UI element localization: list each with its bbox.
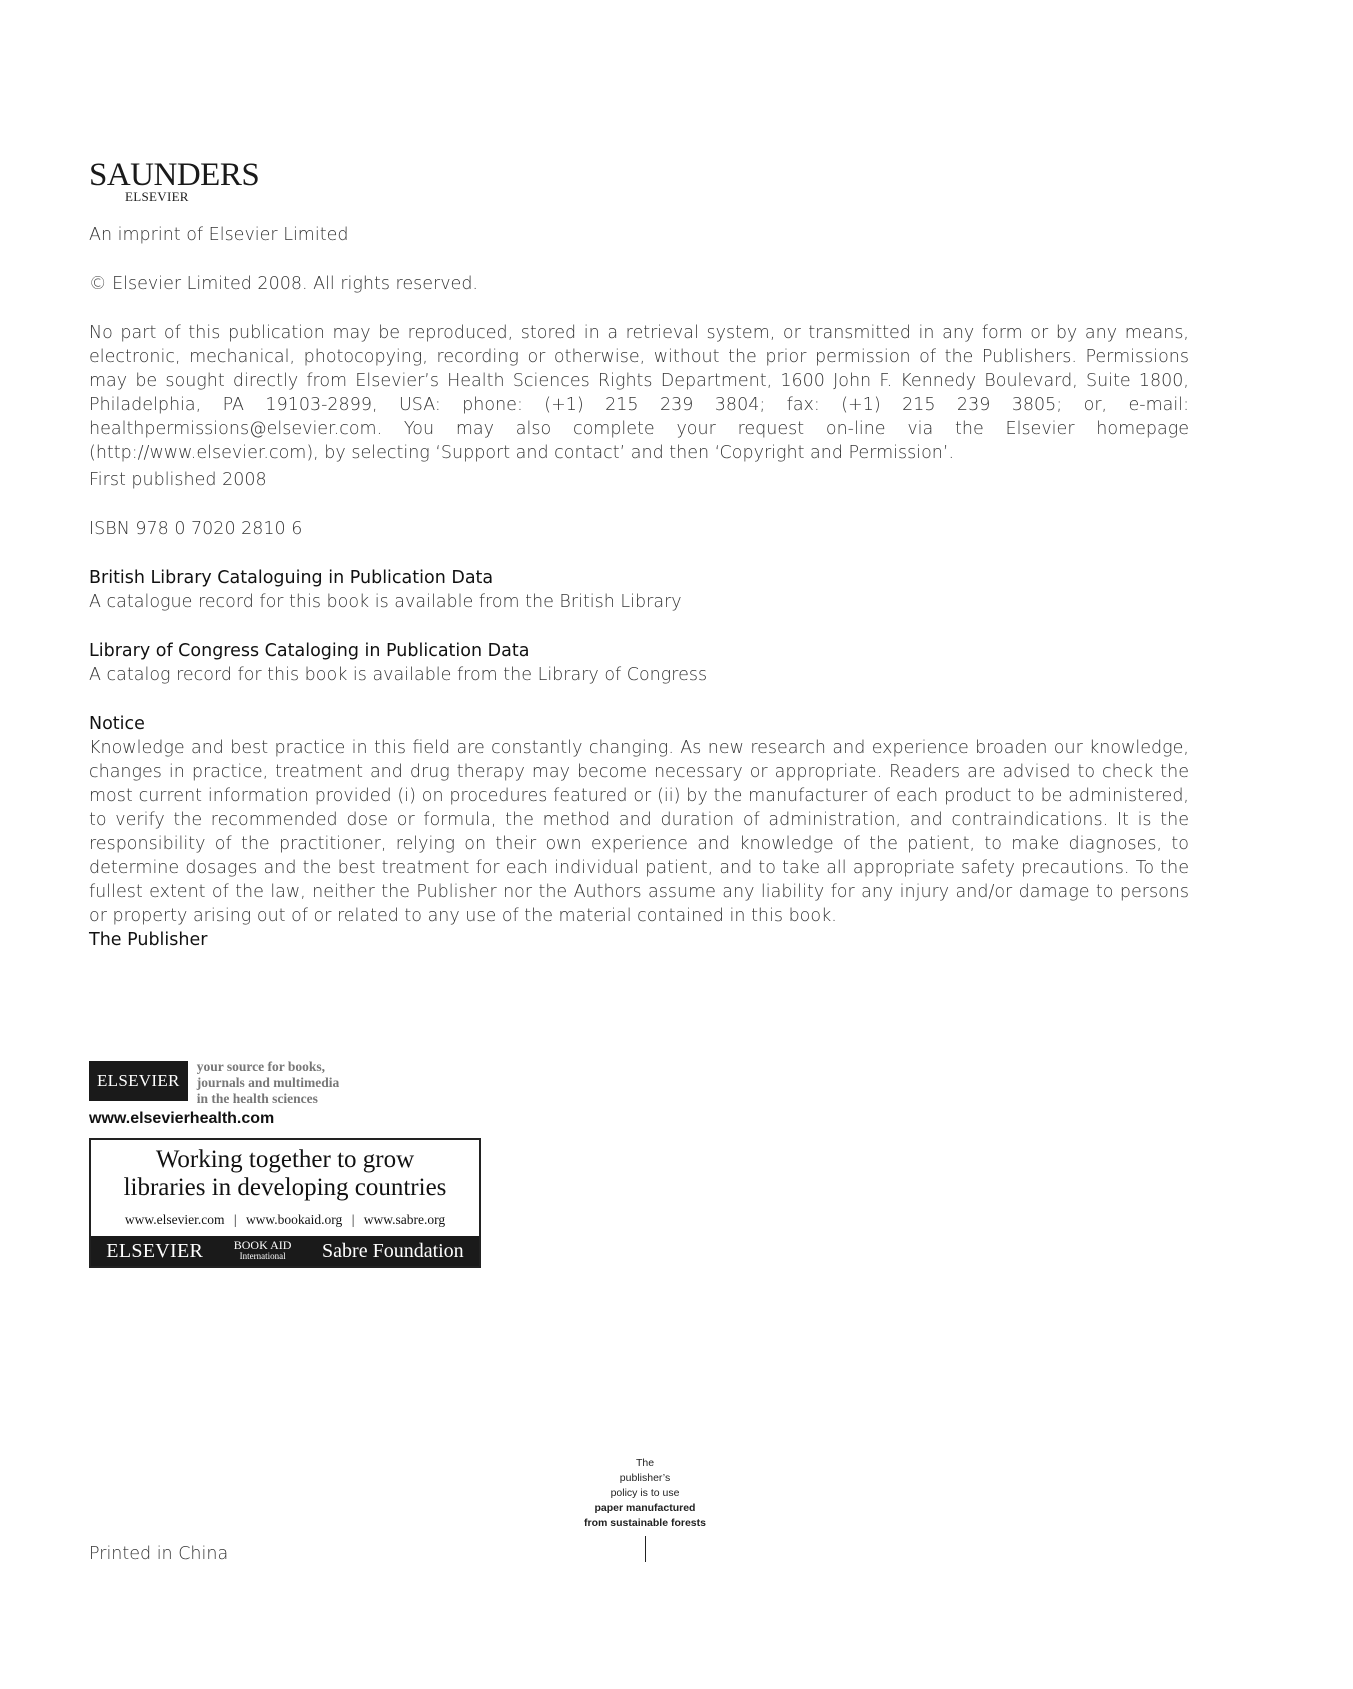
saunders-logo bbox=[89, 157, 260, 204]
notice-section bbox=[89, 712, 1189, 952]
permissions-paragraph: No part of this publication may be reproduced, stored in a retrieval system, or transmitted in any form or by any means, electronic, mechanical, photocopying, recording or otherwise, without the prior permission of the Publishers. Permissions may be sought directly from Elsevier’s Health Sciences Rights Department, 1600 John F. Kennedy Boulevard, Suite 1800, Philadelphia, PA 19103-2899, USA: phone: (+1) 215 239 3804; fax: (+1) 215 239 3805; or, e-mail: healthpermissions@elsevier.com. You may also complete your request on-line via the Elsevier homepage (http://www.elsevier.com), by selecting ‘Support and contact’ and then ‘Copyright and Permission’. bbox=[89, 323, 1189, 463]
first-published-line: First published 2008 bbox=[89, 470, 267, 490]
url-separator: | bbox=[233, 1212, 237, 1227]
book-aid-logo bbox=[234, 1240, 292, 1262]
sustainable-forest-notice bbox=[485, 1456, 805, 1531]
imprint-line: An imprint of Elsevier Limited bbox=[89, 225, 349, 245]
ad-tagline-line: your source for books, bbox=[196, 1059, 326, 1074]
partner-logos-bar bbox=[91, 1236, 479, 1266]
forest-line: policy is to use bbox=[610, 1487, 680, 1499]
libraries-slogan bbox=[91, 1140, 479, 1202]
congress-heading: Library of Congress Cataloging in Publication Data bbox=[89, 641, 530, 661]
sabre-foundation-logo: Sabre Foundation bbox=[322, 1239, 464, 1262]
notice-signature: The Publisher bbox=[89, 930, 208, 950]
congress-section bbox=[89, 639, 1189, 687]
book-aid-text: BOOK AID bbox=[233, 1238, 292, 1252]
forest-rule bbox=[645, 1536, 646, 1562]
libraries-banner bbox=[89, 1138, 481, 1268]
elsevier-url[interactable]: www.elsevier.com bbox=[124, 1212, 225, 1227]
forest-line-bold: from sustainable forests bbox=[584, 1517, 706, 1529]
congress-text: A catalog record for this book is available from the Library of Congress bbox=[89, 665, 708, 685]
ad-tagline-line: in the health sciences bbox=[196, 1091, 318, 1106]
ad-tagline-line: journals and multimedia bbox=[196, 1075, 340, 1090]
forest-line: publisher’s bbox=[619, 1472, 671, 1484]
book-aid-subtext: International bbox=[239, 1251, 286, 1261]
logo-main-text: SAUNDERS bbox=[89, 157, 260, 193]
copyright-line: © Elsevier Limited 2008. All rights reserved. bbox=[89, 274, 478, 294]
logo-sub-text: ELSEVIER bbox=[125, 189, 189, 204]
british-library-text: A catalogue record for this book is available from the British Library bbox=[89, 592, 682, 612]
elsevier-logo: ELSEVIER bbox=[106, 1239, 204, 1262]
british-library-heading: British Library Cataloguing in Publication Data bbox=[89, 568, 494, 588]
elsevier-health-ad bbox=[89, 1061, 389, 1128]
forest-line: The bbox=[635, 1457, 655, 1469]
elsevier-health-url[interactable]: www.elsevierhealth.com bbox=[89, 1110, 275, 1127]
isbn-line: ISBN 978 0 7020 2810 6 bbox=[89, 519, 303, 539]
sabre-url[interactable]: www.sabre.org bbox=[363, 1212, 446, 1227]
libraries-urls bbox=[91, 1212, 479, 1228]
ad-tagline bbox=[197, 1059, 340, 1107]
notice-text: Knowledge and best practice in this field are constantly changing. As new research and experience broaden our knowledge, changes in practice, treatment and drug therapy may become necessary or appropriate. Readers are advised to check the most current information provided (i) on procedures featured or (ii) by the manufacturer of each product to be administered, to verify the recommended dose or formula, the method and duration of administration, and contraindications. It is the responsibility of the practitioner, relying on their own experience and knowledge of the patient, to make diagnoses, to determine dosages and the best treatment for each individual patient, and to take all appropriate safety precautions. To the fullest extent of the law, neither the Publisher nor the Authors assume any liability for any injury and/or damage to persons or property arising out of or related to any use of the material contained in this book. bbox=[89, 738, 1189, 926]
libraries-slogan-line: Working together to grow bbox=[155, 1146, 415, 1173]
printed-in-line: Printed in China bbox=[89, 1544, 229, 1564]
forest-line-bold: paper manufactured bbox=[594, 1502, 696, 1514]
british-library-section bbox=[89, 566, 1189, 614]
url-separator: | bbox=[351, 1212, 355, 1227]
libraries-slogan-line: libraries in developing countries bbox=[123, 1174, 447, 1201]
elsevier-ad-logo: ELSEVIER bbox=[89, 1061, 188, 1101]
notice-heading: Notice bbox=[89, 714, 145, 734]
bookaid-url[interactable]: www.bookaid.org bbox=[245, 1212, 343, 1227]
